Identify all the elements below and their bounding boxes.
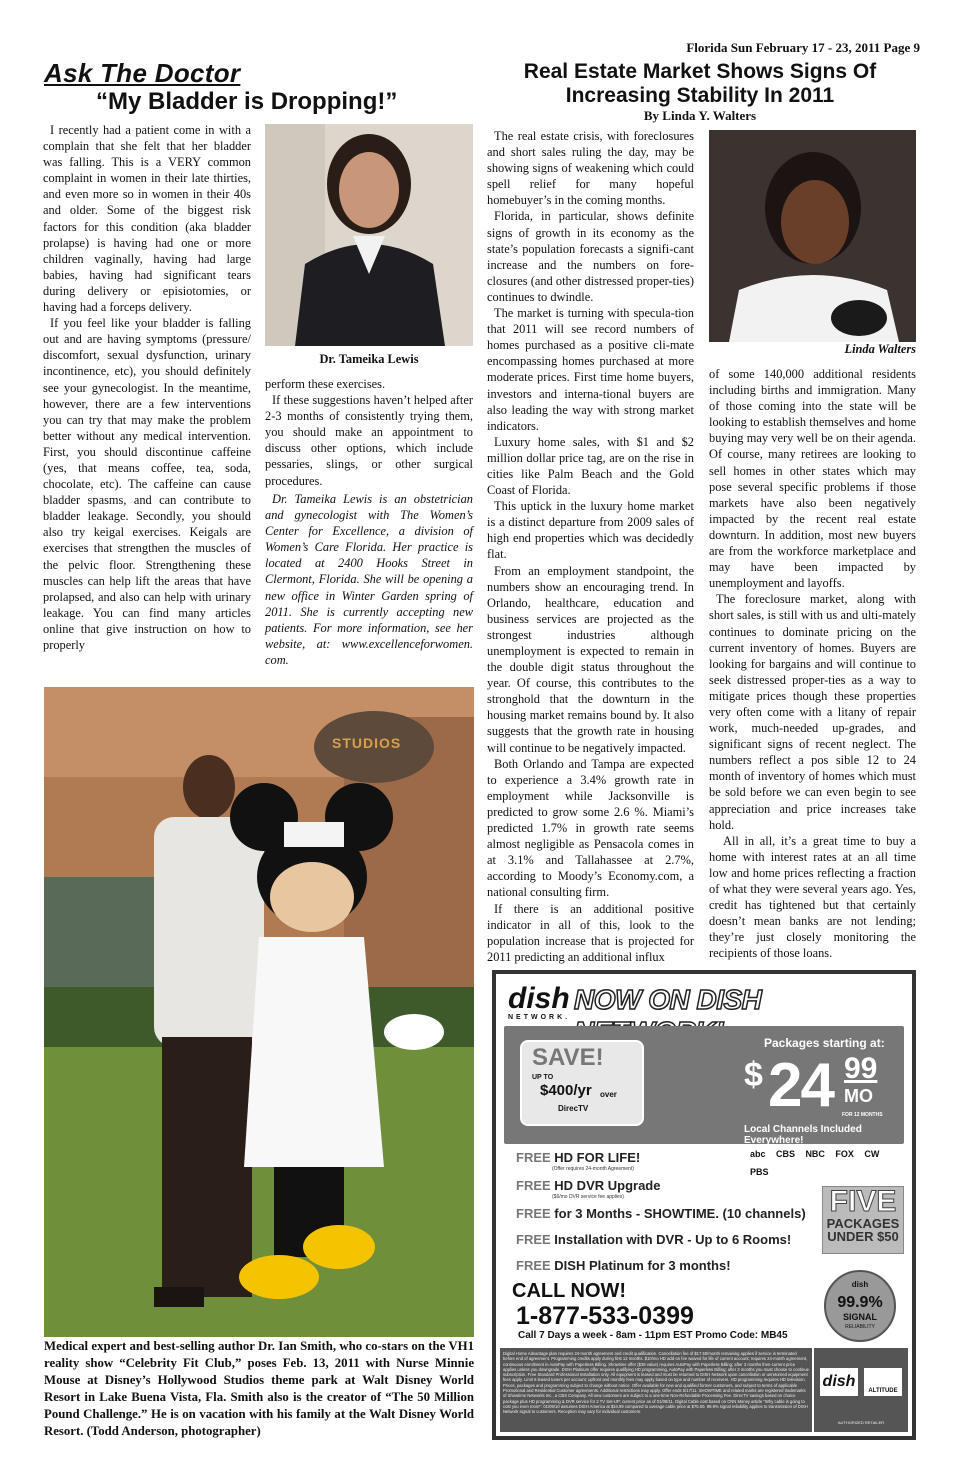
network-logo: NBC [805,1149,825,1159]
realestate-byline: By Linda Y. Walters [643,108,757,123]
author-photo-caption: Linda Walters [844,342,916,356]
paragraph: Luxury home sales, with $1 and $2 million dollar price tag, are on the rise in cities like Palm Beach and the Gold Coast of Florida. [487,434,694,498]
local-channels: Local Channels Included Everywhere! [744,1124,862,1146]
network-logos [750,1144,900,1177]
paragraph: Both Orlando and Tampa are expected to experience a 3.4% growth rate in employment while Jacksonville is predicted to grow some 2.6 %. Miami’s predicted 1.7% in growth rate seems almost negligible as Pensacola comes in at 3.1% and Tallahassee at 2.7%, according to Moody’s Economy.com, a national consulting firm. [487,756,694,900]
authorized-retailer: AUTHORIZED RETAILER [837,1420,885,1425]
paragraph: perform these exercises. [265,377,386,391]
fine-dish-logo: dish [820,1368,858,1396]
paragraph: I recently had a patient come in with a complain that she felt that her bladder was falling. This is a VERY common complaint in women in their late thirties, and even more so in women in their 40s and older. Some of the biggest risk factors for this condition (aka bladder prolapse) is having had one or more children vaginally, having had large babies, having had significant tears during delivery or episiotomies, or having had a forceps delivery. [43,123,251,315]
seal-signal: SIGNAL [842,1312,877,1322]
paragraph: The real estate crisis, with foreclosures and short sales ruling the day, may be showing signs of weakening which could spell relief for many hopeful homebuyer’s in the coming months. [487,129,694,208]
disney-photo [44,687,474,1337]
seal-brand: dish [851,1280,869,1289]
paragraph: If these suggestions haven’t helped after 2-3 months of consistently trying them, you should make an appointment to discuss other options, which include pessaries, slings, or other surgical procedures. [265,393,473,488]
price-whole: 24 [768,1051,833,1120]
realestate-author-photo [709,130,916,342]
free-item-note: ($6/mo DVR service fee applies) [552,1194,624,1200]
dish-logo-sub: NETWORK. [508,1014,571,1021]
free-item-text: HD DVR Upgrade [554,1178,661,1193]
paragraph: All in all, it’s a great time to buy a home with interest rates at an all time low and home prices reflecting a fraction of what they were several years ago. Yes, credit has tightened but that certainly doesn’t mean banks are not lending; they’re just closely monitoring the recipients of those loans. [709,833,916,961]
free-word: FREE [516,1232,551,1247]
free-word: FREE [516,1178,551,1193]
paragraph: This uptick in the luxury home market is a distinct departure from 2009 sales of high end properties which was decidedly flat. [487,499,694,562]
call-now: CALL NOW! [512,1280,627,1302]
for-12-months: FOR 12 MONTHS [842,1112,883,1118]
page-header: Florida Sun February 17 - 23, 2011 Page 9 [686,40,920,55]
paragraph: From an employment standpoint, the numbers show an encouraging trend. In Orlando, healthcare, education and business services are projected as the strongest industries although unemployment is expected to remain in the double digit status throughout the year. Of course, this contributes to the stronghold that the downturn in the housing market remains bound by. It also suggests that the growth rate in housing will continue to be negatively impacted. [487,563,694,755]
free-word: FREE [516,1206,551,1221]
free-item-showtime [516,1206,806,1221]
free-item-dvr [516,1178,660,1193]
dish-advertisement[interactable] [492,970,916,1440]
price-dollar: $ [744,1056,763,1094]
price-unit: MO [844,1086,873,1106]
network-logo: CBS [775,1149,795,1159]
altitude-logo: ALTITUDE [864,1368,902,1396]
free-item-installation [516,1232,791,1247]
five-packages: PACKAGES [826,1216,900,1231]
save-word: SAVE! [532,1044,604,1071]
signal-seal [824,1270,896,1342]
fine-print: Digital Home Advantage plan requires 24-month agreement and credit qualification. Cancellation fee of $17.50/month remaining applies if service is terminated before end of agreement. Programming credits apply during first 12 months. $10/mo HD add-on fee waived for life of current account; requires 24-month agreement, continuous enrollment in AutoPay with Paperless Billing. Showtime offer ($39 value) requires AutoPay with Paperless Billing; after 3 months then-current price applies unless you downgrade. DISH Platinum offer requires qualifying HD programming, AutoPay with Paperless Billing; after 3 months you must choose to continue subscription. Free Standard Professional Installation only. All equipment is leased and must be returned to DISH Network upon cancellation or unreturned equipment fees apply. Limit 6 leased tuners per account; upfront and monthly fees may apply based on type and number of receivers. HD programming requires HD television. Prices, packages and programming subject to change without notice. Offer available for new and qualified former customers, and subject to terms of applicable Promotional and Residential Customer agreements. Additional restrictions may apply. Offer ends 5/17/11. SHOWTIME and related marks are registered trademarks of Showtime Networks Inc., a CBS Company. All new customers are subject to a one-time Non-Refundable Processing Fee. DirecTV savings based on choice package plus HD programming & DVR service for 2 TV Set-UP; current price as of 01/06/11. Digital Cable cost based on CNN Money article "Why cable is going to cost you even more": 01/09/10 assumes DISH America at $34.99 compared to average cable price at $75.00. 99.9% signal reliability applies to transmission of DISH Network signal to customers. Reception may vary for individual customers. [500,1348,812,1432]
doctor-column-1 [43,122,251,653]
paragraph: of some 140,000 additional residents including births and immigration. Many of those coming into the state will be looking to establish themselves and home buying may very well be on their agenda. Of course, many retirees are looking to sell homes in other states which may pose several specific problems if those markets have also been negatively impacted by the recent real estate downturn. In addition, most new buyers are from the workforce marketplace and may have been impacted by unemployment and layoffs. [709,367,916,591]
doctor-photo-caption: Dr. Tameika Lewis [319,352,419,366]
up-to-label: UP TO [532,1074,554,1081]
disney-photo-image [44,687,474,1337]
save-amount: $400/yr [540,1082,592,1099]
free-item-note: (Offer requires 24-month Agreement) [552,1166,634,1172]
seal-reliability: RELIABILITY [845,1324,875,1330]
realestate-title: Real Estate Market Shows Signs Of Increasing Stability In 2011 [523,60,877,107]
free-word: FREE [516,1150,551,1165]
five-packages-badge [822,1186,904,1254]
call-hours: Call 7 Days a week - 8am - 11pm EST Promo Code: MB45 [518,1330,788,1341]
bio-text: Dr. Tameika Lewis is an obstetrician and gynecologist with The Women’s Center for Excellence, a division of Women’s Care Florida. Her practice is located at 2400 Hooks Street in Clermont, Florida. She will be opening a new office in Winter Garden spring of 2011. She is currently accepting new patients. For more information, see her website, at: www.excellenceforwomen. com. [265,492,473,667]
studios-sign: STUDIOS [332,735,402,751]
five-under: UNDER $50 [827,1229,899,1244]
packages-label: Packages starting at: [764,1036,885,1050]
seal-percent: 99.9% [837,1294,883,1311]
free-item-text: HD FOR LIFE! [554,1150,641,1165]
price-cents: 99 [844,1052,878,1085]
dish-logo: dish [508,982,570,1015]
article-title: “My Bladder is Dropping!” [96,88,398,115]
paragraph: The market is turning with specula-tion that 2011 will see record numbers of homes purchased as a positive cli-mate encompassing homes purchased at more moderate prices. First time home buyers, investors and interna-tional buyers are also leading the way with strong market indicators. [487,306,694,433]
realestate-column-2 [709,366,916,961]
paragraph: The foreclosure market, along with short sales, is still with us and ulti-mately continues to dominate pricing on the current inventory of homes. Buyers are looking for bargains and will continue to seek distressed proper-ties as a way to mitigate prices though these properties very often come with a litany of repair work, much-needed up-grades, and significant signs of recent neglect. The numbers reflect a pos sible 12 to 24 month of inventory of homes which must be sold before we can even begin to see appreciation and price increases take hold. [709,592,916,832]
free-item-text: DISH Platinum for 3 months! [554,1258,731,1273]
network-logo: PBS [750,1167,769,1177]
directv-label: DirecTV [558,1104,589,1113]
fine-print-logos [814,1348,908,1432]
free-item-text: for 3 Months - SHOWTIME. (10 channels) [554,1206,806,1221]
free-item-platinum [516,1258,731,1273]
paragraph: Florida, in particular, shows definite signs of growth in its economy as the state’s population forecasts a signifi-cant increase and the numbers on fore-closures (and other distressed proper-ties) continues to dwindle. [487,209,694,304]
ad-top-banner [496,974,912,1022]
author-portrait-image [709,130,916,342]
free-item-text: Installation with DVR - Up to 6 Rooms! [554,1232,792,1247]
save-over: over [600,1090,617,1099]
disney-photo-caption: Medical expert and best-selling author Dr. Ian Smith, who co-stars on the VH1 reality show “Celebrity Fit Club,” poses Feb. 13, 2011 with Nurse Minnie Mouse at Disney’s Hollywood Studios theme park at Walt Disney World Resort in Lake Buena Vista, Fla. Smith also is the creator of “The 50 Million Pound Challenge.” He is on vacation with his family at the Walt Disney World Resort. (Todd Anderson, photographer) [44,1339,474,1438]
network-logo: abc [750,1149,766,1159]
save-box [520,1040,644,1126]
five-big: FIVE [829,1185,897,1218]
doctor-portrait-image [265,124,473,346]
phone-number[interactable]: 1-877-533-0399 [516,1302,694,1330]
realestate-column-1 [487,128,694,965]
doctor-photo [265,124,473,346]
network-logo: CW [864,1149,880,1159]
ad-headline: NOW ON DISH [574,984,762,1015]
paragraph: If there is an additional positive indicator in all of this, look to the population increase that is projected for 2011 predicting an additional influx [487,901,694,964]
paragraph: If you feel like your bladder is falling out and are having symptoms (pressure/ discomfort, sexual dysfunction, urinary incontinence, etc), you should definitely see your gynecologist. In the meantime, however, there are a few interventions you can try that may make the problem better without any medical intervention. First, you should discontinue caffeine (yes, that means coffee, tea, soda, chocolate, etc). The caffeine can cause bladder spasms, and can contribute to bladder leakage. Secondly, you should also try keigal exercises. Keigals are exercises that strengthen the muscles of the pelvic floor. Strengthening these muscles can help lift the areas that have prolapsed, and also can help with urinary leakage. You can find many articles online that give instruction on how to properly [43,316,251,652]
doctor-bio [265,491,473,668]
network-logo: FOX [835,1149,854,1159]
free-word: FREE [516,1258,551,1273]
doctor-column-2 [265,376,473,489]
free-item-hd [516,1150,640,1165]
section-kicker: Ask The Doctor [44,58,241,88]
